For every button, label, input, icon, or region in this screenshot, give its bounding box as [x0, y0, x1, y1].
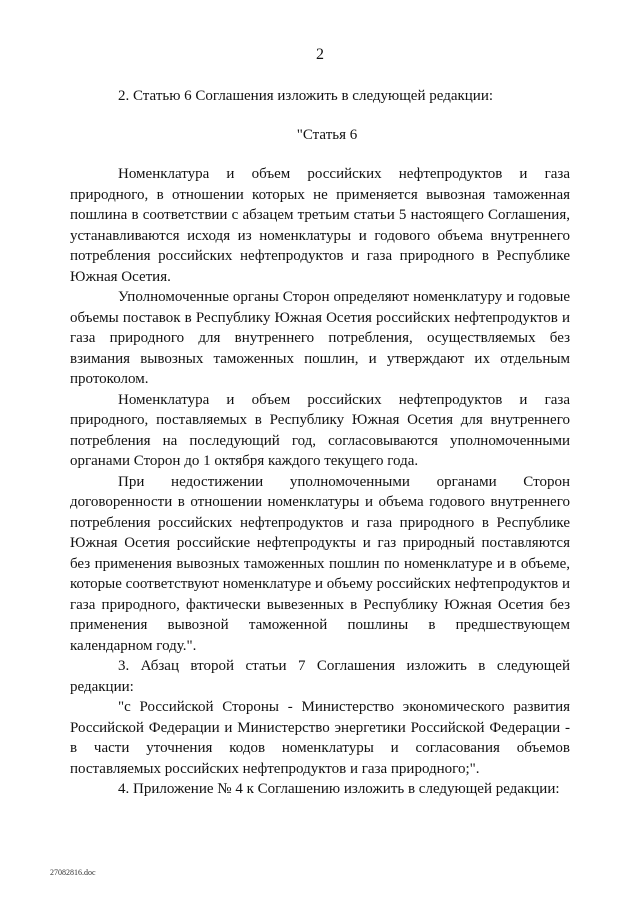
paragraph-authorized-bodies: Уполномоченные органы Сторон определяют номенклатуру и годовые объемы поставок в Республику Южная Осетия российских нефтепродуктов и газа природного для внутреннего потребления, осуществляемых без взимания вывозных таможенных пошлин, и утверждают их отдельным протоколом.	[70, 289, 570, 387]
paragraph-next-year: Номенклатура и объем российских нефтепродуктов и газа природного, поставляемых в Республику Южная Осетия для внутреннего потребления на последующий год, согласовываются уполномоченными органами Сторон до 1 октября каждого текущего года.	[70, 391, 570, 469]
footer-document-code: 27082816.doc	[50, 868, 96, 877]
paragraph-no-agreement: При недостижении уполномоченными органами Сторон договоренности в отношении номенклатуры и объема годового внутреннего потребления российских нефтепродуктов и газа природного в Республике Южная Осетия российские нефтепродукты и газ природный поставляются без применения вывозных таможенных пошлин по номенклатуре и в объеме, которые соответствуют номенклатуре и объему российских нефтепродуктов и газа природного, фактически вывезенных в Республику Южная Осетия без применения вывозной таможенной пошлины в предшествующем календарном году.".	[70, 473, 570, 654]
paragraph-amendment-article-7: 3. Абзац второй статьи 7 Соглашения изложить в следующей редакции:	[70, 658, 570, 695]
page-number: 2	[316, 46, 324, 63]
article-heading: "Статья 6	[296, 126, 358, 143]
paragraph-annex-4: 4. Приложение № 4 к Соглашению изложить в следующей редакции:	[118, 781, 560, 797]
paragraph-russian-side: "с Российской Стороны - Министерство экономического развития Российской Федерации и Министерство энергетики Российской Федерации - в части уточнения кодов номенклатуры и согласования объемов поставляемых российских нефтепродуктов и газа природного;".	[70, 699, 570, 777]
paragraph-amendment-article-6: 2. Статью 6 Соглашения изложить в следующей редакции:	[118, 88, 494, 104]
paragraph-nomenclature: Номенклатура и объем российских нефтепродуктов и газа природного, в отношении которых не применяется вывозная таможенная пошлина в соответствии с абзацем третьим статьи 5 настоящего Соглашения, устанавливаются исходя из номенклатуры и годового объема внутреннего потребления российских нефтепродуктов и газа природного в Республике Южная Осетия.	[70, 166, 570, 285]
document-body	[70, 86, 570, 800]
